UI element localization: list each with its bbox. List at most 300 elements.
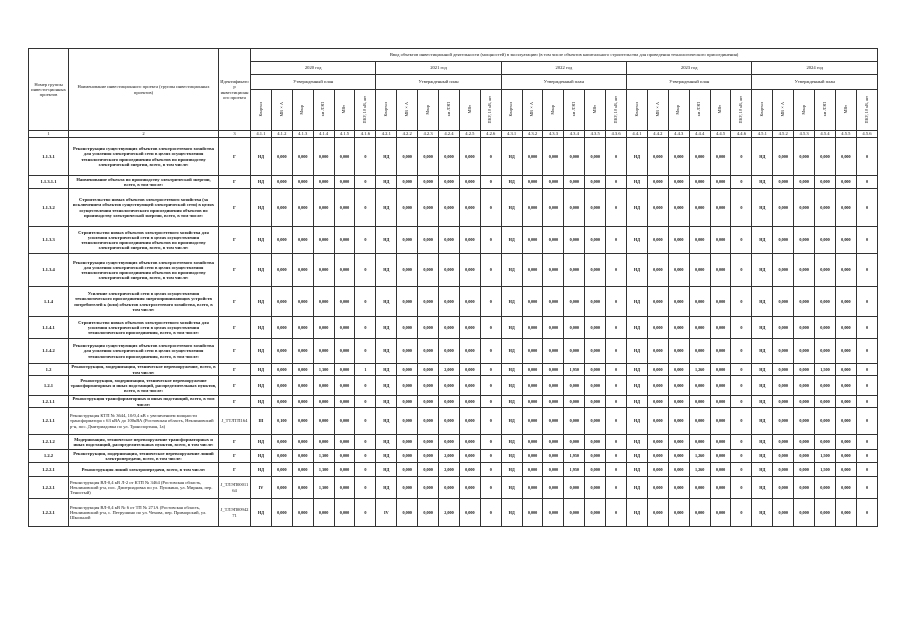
row-cell: 0,000 [292,176,313,189]
row-number: 1.2.1.1 [29,396,69,408]
header-column [564,90,585,131]
row-cell: 0,000 [334,376,355,396]
row-cell: 0 [480,227,501,254]
row-name: Реконструкция, модернизация, техническое перевооружение линий электропередачи, всего, в том числе: [69,450,219,463]
row-cell: 0,000 [334,463,355,477]
header-column [459,90,480,131]
row-cell: 0 [856,339,877,364]
header-column-label: ПКУ, 10 кВ, шт [362,95,368,124]
row-cell: III [251,408,272,435]
row-cell: 0,000 [313,376,334,396]
row-cell: НД [251,176,272,189]
row-cell: 0,000 [668,189,689,227]
row-cell: 0,000 [459,463,480,477]
row-cell: 0,000 [564,317,585,339]
row-cell: 0 [731,477,752,499]
row-cell: 0 [606,477,627,499]
row-cell: 0,000 [334,477,355,499]
header-column-label: км ЛЭП [571,102,576,117]
row-cell: 0,000 [647,138,668,176]
row-cell: НД [376,189,397,227]
row-cell: 0,000 [522,376,543,396]
row-cell: 0,000 [418,499,439,527]
row-cell: 0,000 [773,189,794,227]
row-cell: 0,000 [334,499,355,527]
row-cell: 0 [480,450,501,463]
row-cell: 0,000 [564,499,585,527]
row-cell: 0,000 [773,396,794,408]
row-cell: 0 [355,499,376,527]
row-cell: 0,000 [585,189,606,227]
row-cell: 0,000 [292,189,313,227]
row-cell: 0,000 [668,477,689,499]
row-cell: 0,000 [522,396,543,408]
row-cell: 0,000 [564,176,585,189]
row-cell: 0,000 [585,317,606,339]
row-cell: 0 [606,138,627,176]
row-project-id: Г [219,463,251,477]
row-cell: 0,000 [522,317,543,339]
row-cell: 0,000 [334,450,355,463]
header-year: 2022 год [501,62,626,75]
header-numbering: 4.3.4 [564,131,585,138]
row-cell: 1,260 [689,450,710,463]
row-cell: НД [501,317,522,339]
row-cell: 0,000 [292,450,313,463]
row-cell: НД [752,176,773,189]
header-numbering: 4.3.5 [585,131,606,138]
row-cell: 0,000 [313,287,334,317]
table-row [29,364,878,376]
row-cell: 1,260 [689,463,710,477]
row-cell: 0,000 [773,227,794,254]
row-cell: 0,000 [647,499,668,527]
header-column [689,90,710,131]
row-cell: 0,000 [522,176,543,189]
header-plan: Утвержденный план [251,75,376,90]
row-cell: 0,000 [585,364,606,376]
header-column [501,90,522,131]
row-cell: 0 [355,408,376,435]
row-cell: 0 [606,376,627,396]
row-cell: НД [627,339,648,364]
row-cell: 0,000 [647,450,668,463]
row-name: Строительство новых объектов электросетевого хозяйства (за исключением объектов существующей электрической сети) в целях осуществления технологического присоединения объектов по производству электрической энергии, всего, в том числе: [69,189,219,227]
row-cell: НД [752,463,773,477]
header-numbering: 4.5.4 [815,131,836,138]
row-cell: 0,000 [459,227,480,254]
row-cell: 0 [606,317,627,339]
row-cell: НД [752,138,773,176]
header-column [794,90,815,131]
row-cell: НД [376,450,397,463]
table-row [29,339,878,364]
row-cell: 0,000 [564,138,585,176]
row-cell: 0,000 [292,463,313,477]
row-cell: 0,000 [564,254,585,287]
row-cell: НД [501,477,522,499]
row-project-id: Г [219,339,251,364]
row-cell: 0,000 [773,408,794,435]
row-cell: 0,000 [710,176,731,189]
row-project-id: Г [219,176,251,189]
row-cell: 0,000 [647,254,668,287]
row-cell: 0,000 [334,176,355,189]
row-cell: 0,000 [689,176,710,189]
row-cell: 0,000 [668,364,689,376]
table-row [29,435,878,450]
row-cell: 0,000 [543,287,564,317]
header-numbering: 4.1.4 [313,131,334,138]
row-cell: 1,500 [815,364,836,376]
header-column-label: ПКУ, 10 кВ, шт [487,95,493,124]
row-cell: НД [376,396,397,408]
row-cell: 0,000 [543,408,564,435]
header-numbering: 4.4.6 [731,131,752,138]
row-cell: 0,000 [292,287,313,317]
row-cell: 0,000 [773,138,794,176]
row-cell: 0,000 [668,499,689,527]
row-cell: НД [627,364,648,376]
row-cell: 0,000 [418,227,439,254]
row-cell: 0,000 [585,477,606,499]
header-numbering: 4.5.2 [773,131,794,138]
row-cell: 0,000 [439,435,460,450]
header-column-label: Квартал [759,102,765,117]
header-column [668,90,689,131]
row-cell: НД [251,463,272,477]
row-cell: 0,000 [292,254,313,287]
row-cell: 0,000 [313,396,334,408]
row-cell: 0,000 [418,254,439,287]
header-column-label: МВ×А [654,102,660,117]
row-cell: 0 [856,396,877,408]
row-cell: 0,000 [292,435,313,450]
header-column-label: км ЛЭП [320,102,326,117]
row-cell: 0,000 [668,339,689,364]
row-cell: 0,000 [773,499,794,527]
row-cell: 0,000 [397,408,418,435]
row-cell: 0,000 [397,499,418,527]
table-row [29,287,878,317]
row-cell: НД [752,227,773,254]
row-number: 1.1.3.1.1 [29,176,69,189]
row-cell: 0 [856,138,877,176]
row-cell: 0,000 [710,317,731,339]
row-cell: 0,000 [564,477,585,499]
row-cell: 0,000 [564,435,585,450]
row-cell: 0 [606,408,627,435]
row-cell: 0,000 [522,450,543,463]
row-number: 1.1.3.1 [29,138,69,176]
row-cell: 0,000 [313,339,334,364]
row-cell: 0,000 [439,189,460,227]
header-column [397,90,418,131]
row-cell: 0,000 [271,463,292,477]
row-cell: 0,000 [835,450,856,463]
row-cell: НД [376,254,397,287]
row-cell: 0 [731,396,752,408]
header-numbering: 4.1.2 [271,131,292,138]
row-cell: 0,000 [397,227,418,254]
row-cell: 0,000 [689,189,710,227]
row-cell: НД [501,339,522,364]
row-cell: 0,000 [773,463,794,477]
row-cell: 1,300 [313,477,334,499]
row-cell: 0 [731,227,752,254]
row-cell: 0,000 [543,254,564,287]
header-column-label: Мвар [424,104,430,115]
row-cell: 0,000 [815,287,836,317]
row-cell: НД [752,287,773,317]
row-cell: 0,000 [418,189,439,227]
row-cell: НД [627,450,648,463]
row-number: 1.2.1 [29,376,69,396]
row-cell: 0 [731,408,752,435]
row-cell: 0 [606,189,627,227]
header-column-label: км ЛЭП [821,102,827,117]
header-numbering: 4.2.6 [480,131,501,138]
row-cell: 0 [355,254,376,287]
row-cell: НД [501,376,522,396]
row-cell: 0,000 [292,364,313,376]
header-title: Ввод объектов инвестиционной деятельности (мощностей) в эксплуатацию (в том числе объектов капитального строительства для проведения технологического присоединения) [251,49,878,62]
row-cell: НД [501,176,522,189]
row-cell: 0,000 [815,408,836,435]
row-cell: 0 [606,176,627,189]
row-name: Наименование объекта по производству электрической энергии, всего, в том числе: [69,176,219,189]
row-cell: 0,000 [668,450,689,463]
row-cell: 0,000 [794,477,815,499]
row-cell: 0,000 [418,339,439,364]
row-cell: 0,000 [794,227,815,254]
row-project-id: Г [219,227,251,254]
row-number: 1.1.3.3 [29,227,69,254]
row-cell: 0 [606,499,627,527]
row-cell: 2,000 [439,463,460,477]
row-cell: 0 [856,376,877,396]
row-cell: 0,000 [418,463,439,477]
row-cell: НД [752,499,773,527]
row-cell: 0,000 [794,408,815,435]
row-cell: 0 [355,317,376,339]
row-cell: НД [627,176,648,189]
header-numbering: 4.3.3 [543,131,564,138]
row-cell: 0,000 [459,176,480,189]
row-cell: НД [251,317,272,339]
header-column [292,90,313,131]
row-cell: 0,000 [418,176,439,189]
row-cell: 0,000 [334,435,355,450]
row-cell: 0 [606,287,627,317]
row-cell: 0,000 [835,176,856,189]
header-row-title [29,49,878,62]
row-cell: 0,000 [313,189,334,227]
row-name: Усиление электрической сети в целях осуществления технологического присоединения энергопринимающих устройств потребителей к (или) объектов электросетевого хозяйства, всего, в том числе: [69,287,219,317]
row-name: Реконструкция существующих объектов электросетевого хозяйства для усиления электрической сети в целях осуществления технологического присоединения объектов по производству электрической энергии, всего, в том числе: [69,138,219,176]
row-cell: 0 [731,499,752,527]
row-cell: 0,000 [522,499,543,527]
row-cell: 0,000 [313,408,334,435]
row-cell: 0 [856,463,877,477]
row-cell: 0,000 [815,254,836,287]
row-cell: 0,000 [397,176,418,189]
row-cell: 0,000 [313,176,334,189]
row-cell: 0,000 [710,227,731,254]
row-project-id: J_TЛЭП0001164 [219,477,251,499]
header-column [271,90,292,131]
row-cell: 0,000 [647,317,668,339]
row-cell: 0,000 [543,450,564,463]
row-cell: 0 [355,287,376,317]
row-cell: 0,000 [439,254,460,287]
row-name: Реконструкция, модернизация, техническое перевооружение трансформаторных и иных подстанций, распределительных пунктов, всего, в том числе: [69,376,219,396]
row-cell: НД [501,254,522,287]
row-cell: НД [376,364,397,376]
row-cell: 0,000 [835,287,856,317]
row-cell: 0 [480,189,501,227]
row-cell: НД [376,287,397,317]
row-cell: 0,000 [668,176,689,189]
row-cell: 0,000 [439,396,460,408]
row-cell: 0,000 [815,499,836,527]
row-cell: 0,000 [418,435,439,450]
row-cell: 0 [731,189,752,227]
header-column-label: Мвар [299,104,305,115]
row-cell: 1,300 [313,450,334,463]
row-cell: 0 [606,254,627,287]
row-cell: 0,000 [564,408,585,435]
table-row [29,499,878,527]
row-number: 1.2.2.1 [29,463,69,477]
row-cell: 0,000 [459,339,480,364]
row-cell: 0,000 [292,138,313,176]
row-cell: 0 [856,254,877,287]
header-numbering: 4.3.6 [606,131,627,138]
header-column [418,90,439,131]
row-name: Реконструкция линий электропередачи, всего, в том числе: [69,463,219,477]
row-cell: 0,000 [522,364,543,376]
row-cell: 0,000 [313,227,334,254]
row-cell: 0,000 [815,317,836,339]
row-cell: 0,000 [313,254,334,287]
row-cell: 0 [355,176,376,189]
header-column-label: Мвар [675,104,681,115]
row-cell: 0 [731,376,752,396]
header-plan: Утвержденный план [501,75,626,90]
header-numbering: 4.3.2 [522,131,543,138]
row-cell: 0,000 [794,463,815,477]
header-numbering: 4.1.5 [334,131,355,138]
row-cell: 0 [856,287,877,317]
row-cell: 1,300 [313,364,334,376]
row-cell: 0,000 [585,287,606,317]
header-plan: Утвержденный план [752,75,878,90]
row-cell: 0,000 [773,287,794,317]
row-cell: 0,000 [543,499,564,527]
header-numbering: 4.5.3 [794,131,815,138]
row-cell: 0,000 [773,376,794,396]
row-project-id: Г [219,376,251,396]
header-numbering: 3 [219,131,251,138]
row-cell: НД [376,435,397,450]
row-cell: НД [376,176,397,189]
row-cell: 0,000 [439,287,460,317]
row-name: Модернизация, техническое перевооружение трансформаторных и иных подстанций, распределительных пунктов, всего, в том числе: [69,435,219,450]
row-cell: НД [627,254,648,287]
row-cell: 0,000 [585,435,606,450]
row-cell: 0,000 [794,339,815,364]
row-cell: НД [501,189,522,227]
row-cell: НД [627,396,648,408]
row-cell: 0,000 [710,477,731,499]
row-cell: 0,000 [647,227,668,254]
row-cell: 0,000 [459,317,480,339]
header-column [251,90,272,131]
row-cell: 0,000 [271,138,292,176]
header-column-label: Квартал [257,102,263,117]
header-numbering: 4.1.1 [251,131,272,138]
header-numbering: 4.4.3 [668,131,689,138]
header-numbering: 4.2.3 [418,131,439,138]
row-cell: 0,000 [543,189,564,227]
header-column [543,90,564,131]
row-cell: 0,000 [668,376,689,396]
row-cell: 0,000 [459,499,480,527]
row-cell: 0,000 [647,408,668,435]
row-cell: 0,000 [271,227,292,254]
row-cell: 0 [355,339,376,364]
row-cell: 0,000 [397,435,418,450]
row-cell: 0,000 [773,176,794,189]
row-cell: 0,000 [815,477,836,499]
row-cell: НД [752,376,773,396]
row-cell: 0,000 [668,138,689,176]
row-cell: 0,000 [397,477,418,499]
row-cell: 0,000 [292,408,313,435]
row-cell: 0,000 [543,317,564,339]
row-cell: 0 [731,463,752,477]
row-cell: 0,000 [459,408,480,435]
row-cell: 0,000 [292,499,313,527]
header-numbering: 4.5.1 [752,131,773,138]
row-cell: 0,000 [835,376,856,396]
row-cell: 0,000 [459,189,480,227]
row-cell: 0,000 [439,138,460,176]
row-cell: НД [627,317,648,339]
row-cell: 0,000 [543,477,564,499]
row-cell: 0,000 [439,376,460,396]
header-column [606,90,627,131]
header-year: 2020 год [251,62,376,75]
row-name: Реконструкция существующих объектов электросетевого хозяйства для усиления электрической сети в целях осуществления технологического присоединения, всего, в том числе: [69,339,219,364]
row-cell: НД [376,138,397,176]
row-number: 1.2.1.2 [29,435,69,450]
header-column [313,90,334,131]
row-cell: НД [501,396,522,408]
row-cell: 0 [480,376,501,396]
row-cell: 2,000 [439,450,460,463]
row-cell: 0,000 [647,396,668,408]
row-cell: НД [251,254,272,287]
header-column [835,90,856,131]
row-cell: 0 [355,227,376,254]
row-cell: 0 [480,176,501,189]
row-number: 1.1.4.1 [29,317,69,339]
header-numbering: 4.2.5 [459,131,480,138]
row-cell: 0,000 [585,339,606,364]
row-project-id: Г [219,189,251,227]
